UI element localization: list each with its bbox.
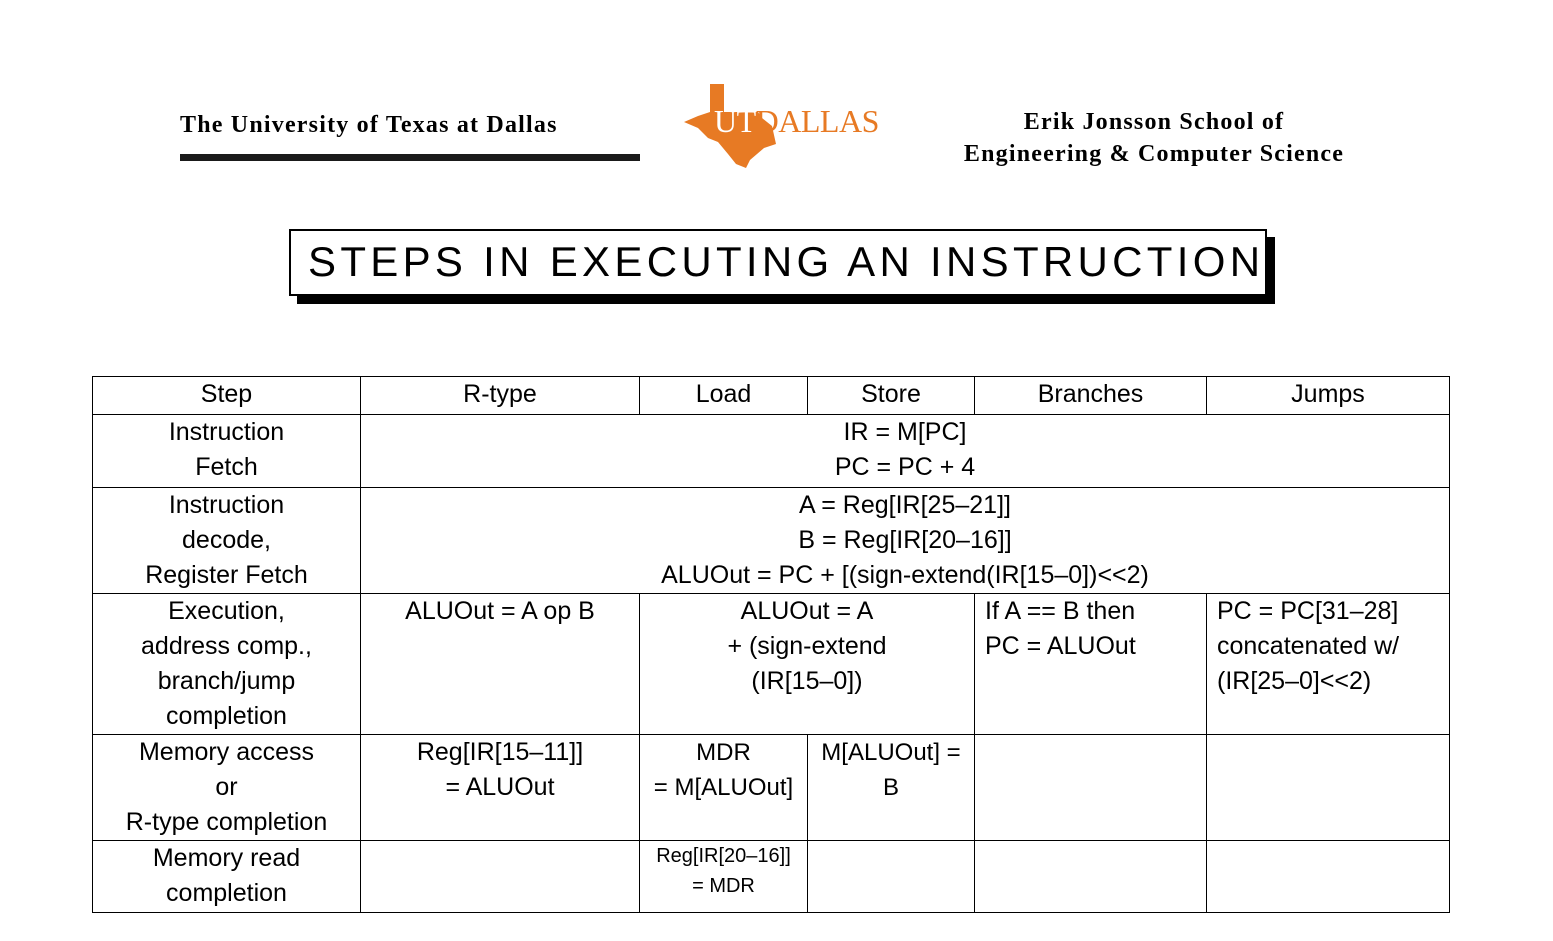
table-row [93, 735, 1450, 841]
jumps-cell [1207, 735, 1450, 841]
university-name: The University of Texas at Dallas [180, 112, 558, 138]
header-cell: Step [93, 377, 361, 415]
page-title: STEPS IN EXECUTING AN INSTRUCTION [308, 238, 1265, 285]
logo-wordmark: UTDALLAS [714, 103, 879, 139]
rtype-cell: ALUOut = A op B [361, 594, 640, 735]
header-cell: Load [640, 377, 808, 415]
loadstore-cell: ALUOut = A + (sign-extend (IR[15–0]) [640, 594, 975, 735]
decode-cell: A = Reg[IR[25–21]] B = Reg[IR[20–16]] ALUOut = PC + [(sign-extend(IR[15–0])<<2) [361, 488, 1450, 594]
store-cell [808, 841, 975, 913]
steps-table [92, 376, 1450, 913]
table-row [93, 415, 1450, 488]
school-line-1: Erik Jonsson School of [1023, 109, 1285, 135]
table-header-row [93, 377, 1450, 415]
step-cell: Memory read completion [93, 841, 361, 913]
store-cell: M[ALUOut] = B [808, 735, 975, 841]
step-cell: Memory access or R-type completion [93, 735, 361, 841]
branches-cell [975, 841, 1207, 913]
jumps-cell [1207, 841, 1450, 913]
step-cell: Execution, address comp., branch/jump completion [93, 594, 361, 735]
rtype-cell [361, 841, 640, 913]
fetch-cell: IR = M[PC] PC = PC + 4 [361, 415, 1450, 488]
school-line-2: Engineering & Computer Science [963, 141, 1345, 167]
step-cell: Instruction Fetch [93, 415, 361, 488]
rtype-cell: Reg[IR[15–11]] = ALUOut [361, 735, 640, 841]
jumps-cell: PC = PC[31–28] concatenated w/ (IR[25–0]<<2) [1207, 594, 1450, 735]
table-row [93, 488, 1450, 594]
header-rule [180, 154, 640, 161]
header-cell: Jumps [1207, 377, 1450, 415]
step-cell: Instruction decode, Register Fetch [93, 488, 361, 594]
header-cell: Branches [975, 377, 1207, 415]
table-row [93, 841, 1450, 913]
load-cell: Reg[IR[20–16]] = MDR [640, 841, 808, 913]
header-cell: R-type [361, 377, 640, 415]
header-cell: Store [808, 377, 975, 415]
load-cell: MDR = M[ALUOut] [640, 735, 808, 841]
branches-cell: If A == B then PC = ALUOut [975, 594, 1207, 735]
table-row [93, 594, 1450, 735]
school-name [926, 106, 1382, 170]
branches-cell [975, 735, 1207, 841]
